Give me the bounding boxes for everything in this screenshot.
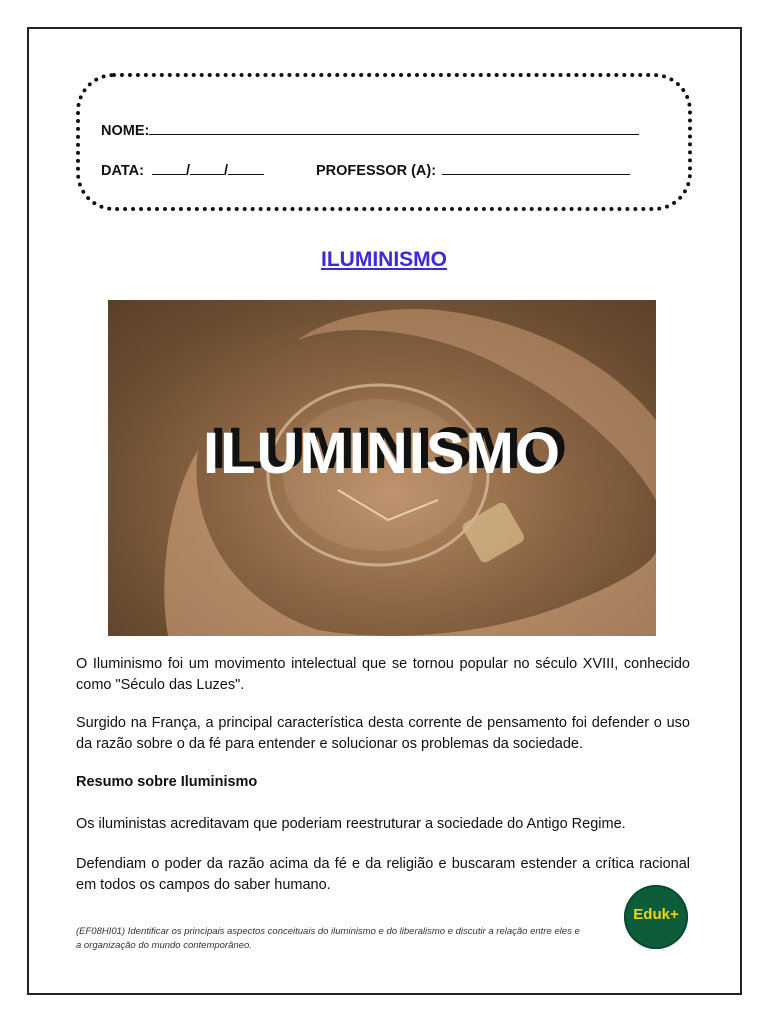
- paragraph-reason: Defendiam o poder da razão acima da fé e da religião e buscaram estender a crítica racional em todos os campos do saber humano.: [76, 856, 690, 893]
- professor-label: PROFESSOR (A):: [316, 163, 437, 179]
- section-heading: Resumo sobre Iluminismo: [76, 774, 258, 790]
- professor-blank[interactable]: [442, 160, 630, 175]
- paragraph-origin: Surgido na França, a principal característica desta corrente de pensamento foi defender o uso da razão sobre o da fé para entender e solucionar os problemas da sociedade.: [76, 715, 690, 752]
- date-separator: /: [185, 163, 191, 179]
- date-label: DATA:: [101, 163, 144, 179]
- page-title: ILUMINISMO: [321, 248, 447, 271]
- date-day-blank[interactable]: [152, 160, 186, 175]
- date-row: [101, 160, 264, 179]
- professor-row: [316, 160, 630, 179]
- student-info-box: [76, 73, 692, 211]
- name-row: [101, 120, 639, 139]
- name-label: NOME:: [101, 123, 150, 139]
- bncc-footnote: (EF08HI01) Identificar os principais aspectos conceituais do iluminismo e do liberalismo e discutir a relação entre eles e a organização do mundo contemporâneo.: [76, 926, 580, 951]
- hero-image: [108, 300, 656, 636]
- hero-title: ILUMINISMO: [203, 421, 561, 486]
- eduk-logo: [624, 885, 688, 949]
- paragraph-intro: O Iluminismo foi um movimento intelectual que se tornou popular no século XVIII, conhecido como "Século das Luzes".: [76, 656, 690, 693]
- date-month-blank[interactable]: [190, 160, 224, 175]
- name-blank[interactable]: [149, 120, 639, 135]
- date-year-blank[interactable]: [228, 160, 264, 175]
- paragraph-illuminists: Os iluministas acreditavam que poderiam reestruturar a sociedade do Antigo Regime.: [76, 816, 626, 832]
- date-separator: /: [224, 163, 229, 179]
- logo-text: Eduk+: [633, 906, 679, 923]
